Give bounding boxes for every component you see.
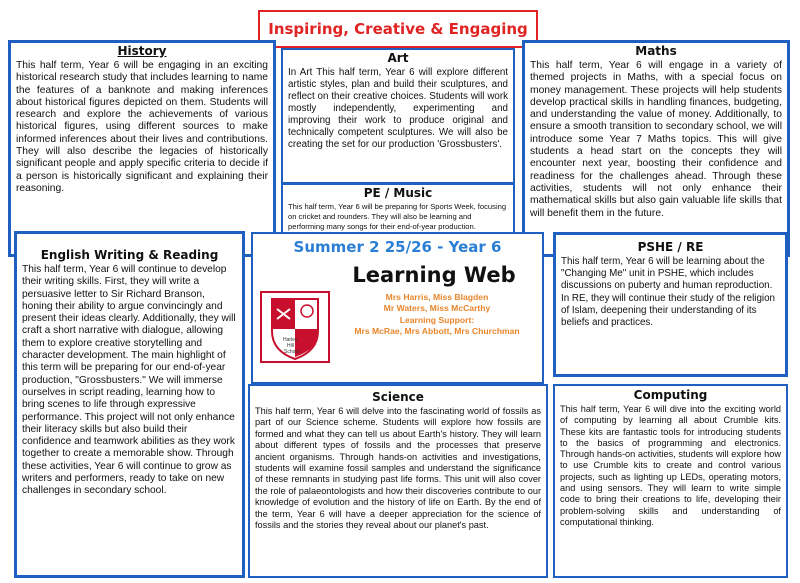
english-text: This half term, Year 6 will continue to develop their writing skills. First, they will write a persuasive letter to Sir Richard Branson, honing their ability to argue convincingly and present their ideas clearly. Additionally, they will craft a short narrative with dialogue, allowing them to explore creative storytelling and character development. The main highlight of this term will be preparing for our end-of-year production, "Grossbusters." We will immerse ourselves in script reading, learning how to bring scenes to life through expressive performance. This project will not only enhance their literacy skills but also build their confidence and teamwork abilities as they work together to create a memorable show. Through these activities, Year 6 will continue to grow as writers and performers, ready to take on new challenges in secondary school. — [22, 264, 236, 497]
maths-title: Maths — [635, 44, 677, 58]
pshe-re-panel — [553, 232, 788, 377]
pe-music-title: PE / Music — [363, 186, 433, 200]
staff-list — [337, 292, 537, 338]
learning-web-panel — [251, 232, 544, 384]
computing-panel — [553, 384, 788, 578]
pe-music-text: This half term, Year 6 will be preparing for Sports Week, focusing on cricket and rounders. They will also be learning and performing many songs for their end-of-year production. — [288, 202, 507, 231]
pshe-re-title: PSHE / RE — [637, 240, 704, 254]
science-title: Science — [372, 390, 424, 404]
english-panel — [14, 231, 245, 578]
logo-text-3: School — [284, 349, 300, 355]
history-panel — [8, 40, 276, 257]
logo-text-2: Hill — [287, 343, 294, 349]
logo-text-1: Harley — [283, 337, 298, 343]
science-panel — [248, 384, 548, 578]
history-text: This half term, Year 6 will be engaging in an exciting historical research study that includes learning to name the features of a banknote and making inferences about historical figures depicted on them. Students will research and explore the achievements of various historical figures, using different sources to make informed inferences about their lives and contributions. They will also describe the legacies of historically significant people and apply specific criteria to decide if a person is historically significant and explaining their reasoning. — [16, 60, 268, 194]
learning-web-heading: Learning Web — [352, 263, 516, 287]
science-text: This half term, Year 6 will delve into the fascinating world of fossils as part of our Science scheme. Students will explore how fossils are formed and what they can tell us about Earth's history. They will learn about different types of fossils and the processes that preserve ancient organisms. Through hands-on activities and investigations, students will examine fossil samples and understand the significance of these remnants in studying past life forms. This unit will also cover the role of palaeontologists and how their discoveries contribute to our knowledge of evolution and the history of life on Earth. By the end of the term, Year 6 will have a deeper appreciation for the science of fossils and the stories they reveal about our planet's past. — [255, 406, 541, 531]
banner-box — [258, 10, 538, 48]
maths-text: This half term, Year 6 will engage in a variety of themed projects in Maths, with a special focus on money management. These projects will help students develop practical skills in handling finances, budgeting, and understanding the value of money. Additionally, to ensure a smooth transition to secondary school, we will introduce some Year 7 Maths topics. This will give students a head start on the concepts they will encounter next year, boosting their confidence and readiness for the challenges ahead. Through these activities, students will not only enhance their mathematical skills but also gain valuable life skills that will benefit them in the future. — [530, 60, 782, 219]
computing-text: This half term, Year 6 will dive into the exciting world of computing by learning all about Crumble kits. These kits are fantastic tools for introducing students to the basics of programming and electronics. Through hands-on activities, students will explore how to use Crumble kits to create and control various projects, such as lighting up LEDs, operating motors, and using sensors. They will learn to write simple code to bring their creations to life, developing their problem-solving skills and understanding of computational thinking. — [560, 404, 781, 527]
english-title: English Writing & Reading — [40, 248, 219, 262]
staff-line-2: Mr Waters, Miss McCarthy — [383, 303, 491, 314]
banner-title: Inspiring, Creative & Engaging — [268, 20, 528, 38]
pshe-re-text: This half term, Year 6 will be learning about the "Changing Me" unit in PSHE, which includes discussions on puberty and human reproduction. In RE, they will continue their study of the religion of Islam, deepening their understanding of its beliefs and practices. — [561, 256, 776, 329]
art-text: In Art This half term, Year 6 will explore different artistic styles, plan and build their sculptures, and reflect on their creative choices. Students will work mostly independently, experimenting and improving their work to produce original and technically competent sculptures. We will also be creating the set for our production 'Grossbusters'. — [288, 67, 508, 150]
staff-line-1: Mrs Harris, Miss Blagden — [385, 292, 489, 302]
support-label: Learning Support: — [399, 314, 475, 325]
maths-panel — [522, 40, 790, 257]
school-crest-logo — [260, 291, 330, 363]
term-title: Summer 2 25/26 - Year 6 — [293, 238, 502, 256]
computing-title: Computing — [633, 388, 708, 402]
art-panel — [281, 48, 515, 184]
art-title: Art — [387, 51, 409, 65]
history-title: History — [117, 44, 167, 58]
support-staff: Mrs McRae, Mrs Abbott, Mrs Churchman — [354, 326, 520, 337]
